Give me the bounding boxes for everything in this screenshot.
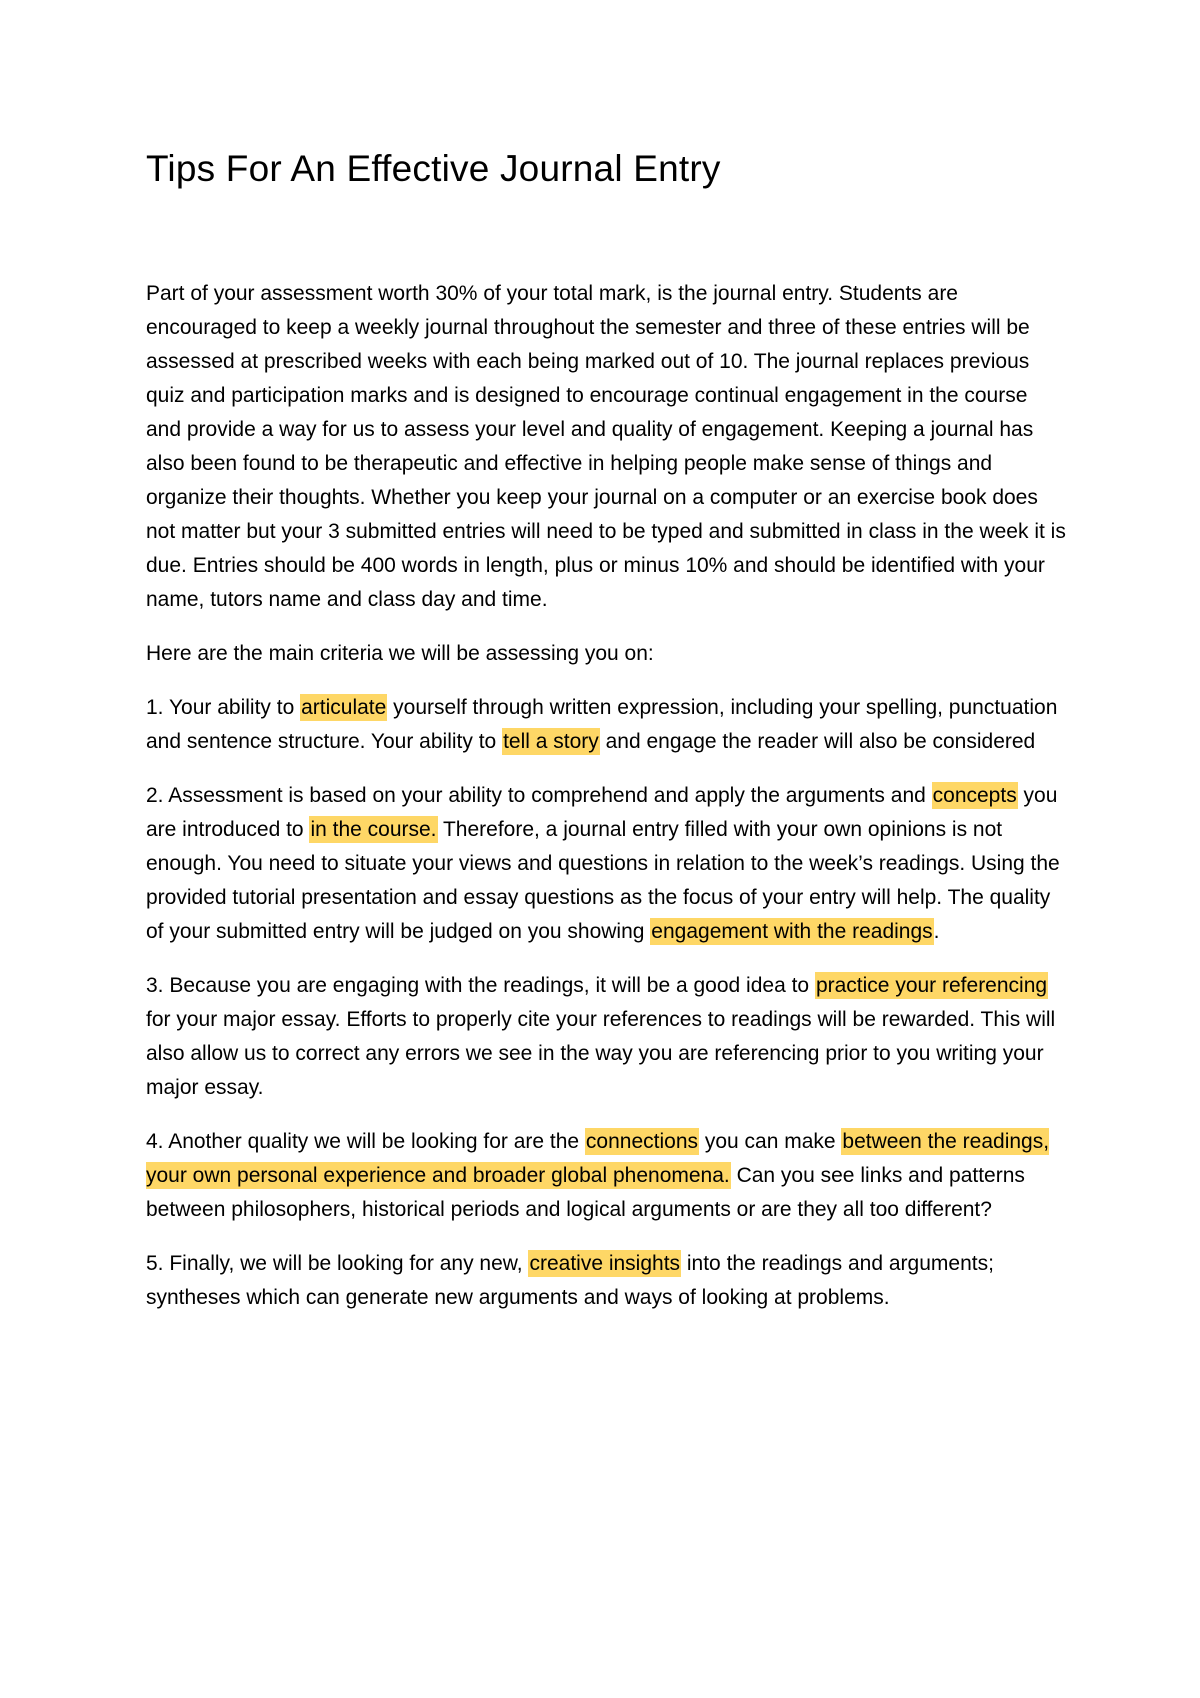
criterion-text: 5. Finally, we will be looking for any new,: [146, 1252, 529, 1275]
criterion-text: 1. Your ability to: [146, 696, 301, 719]
criterion-text: 4. Another quality we will be looking for are the: [146, 1130, 585, 1153]
criterion-text: into the readings and arguments; syntheses which can generate new arguments and ways of looking at problems.: [146, 1252, 994, 1309]
document-title: Tips For An Effective Journal Entry: [146, 148, 721, 189]
highlight-in-the-course: in the course.: [310, 818, 437, 841]
criterion-text: 2. Assessment is based on your ability to comprehend and apply the arguments and: [146, 784, 932, 807]
criterion-text: 3. Because you are engaging with the readings, it will be a good idea to: [146, 974, 815, 997]
highlight-concepts: concepts: [932, 784, 1017, 807]
document-body: [146, 277, 1068, 1335]
criterion-3: [146, 969, 1068, 1105]
criterion-text: you are introduced to: [146, 784, 1058, 841]
intro-paragraph: Part of your assessment worth 30% of your total mark, is the journal entry. Students are encouraged to keep a weekly journal throughout the semester and three of these entries will be assessed at prescribed weeks with each being marked out of 10. The journal replaces previous quiz and participation marks and is designed to encourage continual engagement in the course and provide a way for us to assess your level and quality of engagement. Keeping a journal has also been found to be therapeutic and effective in helping people make sense of things and organize their thoughts. Whether you keep your journal on a computer or an exercise book does not matter but your 3 submitted entries will need to be typed and submitted in class in the week it is due. Entries should be 400 words in length, plus or minus 10% and should be identified with your name, tutors name and class day and time.: [146, 282, 1066, 611]
highlight-engagement-with-readings: engagement with the readings: [651, 920, 933, 943]
criterion-text: you can make: [699, 1130, 842, 1153]
criterion-text: and engage the reader will also be considered: [599, 730, 1036, 753]
criterion-2: [146, 779, 1068, 949]
criterion-text: for your major essay. Efforts to properly cite your references to readings will be rewarded. This will also allow us to correct any errors we see in the way you are referencing prior to you writing your major essay.: [146, 1008, 1056, 1099]
highlight-tell-a-story: tell a story: [503, 730, 599, 753]
highlight-creative-insights: creative insights: [529, 1252, 681, 1275]
criterion-5: [146, 1247, 1068, 1315]
highlight-articulate: articulate: [301, 696, 387, 719]
criterion-1: [146, 691, 1068, 759]
criterion-text: .: [933, 920, 940, 943]
highlight-connections: connections: [585, 1130, 698, 1153]
criterion-4: [146, 1125, 1068, 1227]
highlight-practice-referencing: practice your referencing: [815, 974, 1048, 997]
highlight-between-readings: between the readings, your own personal experience and broader global phenomena.: [146, 1130, 1050, 1187]
criterion-text: yourself through written expression, including your spelling, punctuation and sentence structure. Your ability to: [146, 696, 1058, 753]
criteria-intro: Here are the main criteria we will be assessing you on:: [146, 642, 654, 665]
criterion-text: Therefore, a journal entry filled with your own opinions is not enough. You need to situate your views and questions in relation to the week’s readings. Using the provided tutorial presentation and essay questions as the focus of your entry will help. The quality of your submitted entry will be judged on you showing: [146, 818, 1060, 943]
criterion-text: Can you see links and patterns between philosophers, historical periods and logical arguments or are they all too different?: [146, 1164, 1025, 1221]
